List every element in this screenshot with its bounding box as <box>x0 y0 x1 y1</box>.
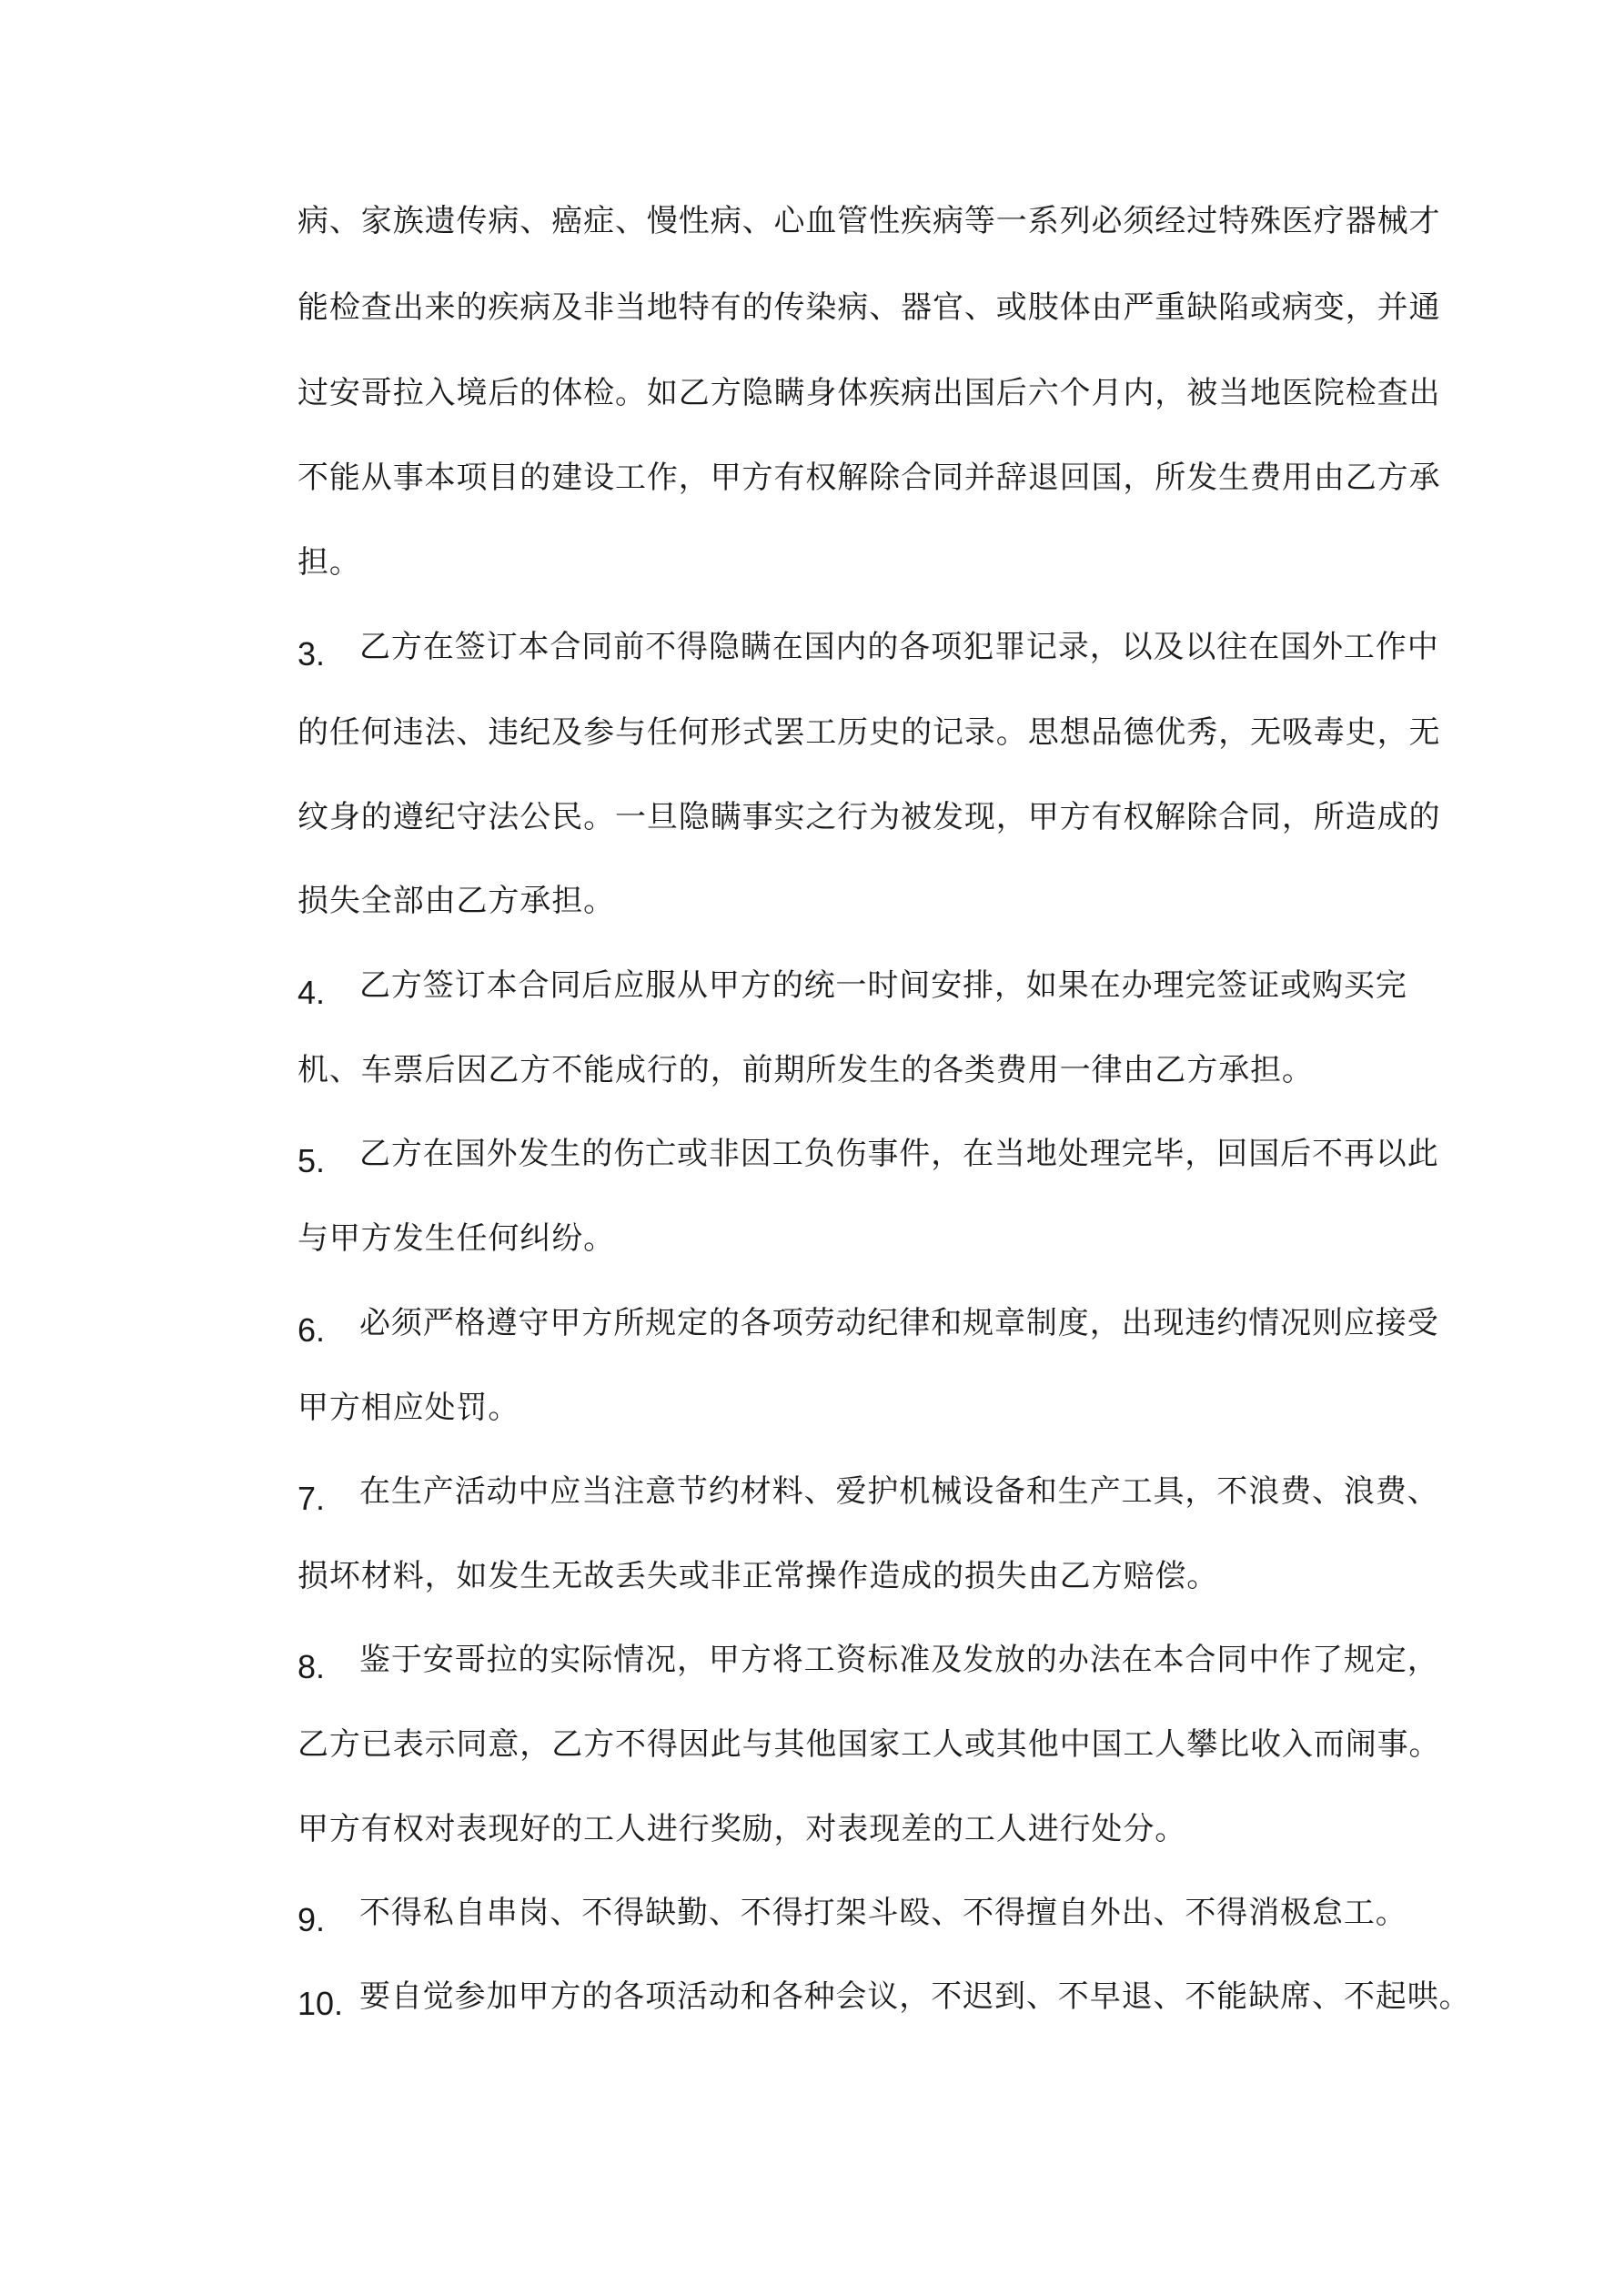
item-number: 10. <box>298 1985 344 2022</box>
item-number: 3. <box>298 635 326 673</box>
paragraph-line: 病、家族遗传病、癌症、慢性病、心血管性疾病等一系列必须经过特殊医疗器械才 <box>298 203 1441 239</box>
item-text-line: 在生产活动中应当注意节约材料、爱护机械设备和生产工具，不浪费、浪费、 <box>359 1473 1439 1510</box>
item-text-line: 甲方有权对表现好的工人进行奖励，对表现差的工人进行处分。 <box>298 1811 1187 1847</box>
item-number: 6. <box>298 1311 326 1349</box>
paragraph-line: 过安哥拉入境后的体检。如乙方隐瞒身体疾病出国后六个月内，被当地医院检查出 <box>298 375 1441 411</box>
item-text-line: 乙方签订本合同后应服从甲方的统一时间安排，如果在办理完签证或购买完 <box>359 967 1407 1004</box>
item-text-line: 损失全部由乙方承担。 <box>298 883 615 919</box>
paragraph-line: 能检查出来的疾病及非当地特有的传染病、器官、或肢体由严重缺陷或病变，并通 <box>298 289 1441 326</box>
item-text-line: 乙方已表示同意，乙方不得因此与其他国家工人或其他中国工人攀比收入而闹事。 <box>298 1726 1441 1763</box>
item-number: 9. <box>298 1901 326 1938</box>
item-text-line: 损坏材料，如发生无故丢失或非正常操作造成的损失由乙方赔偿。 <box>298 1558 1219 1594</box>
item-text-line: 不得私自串岗、不得缺勤、不得打架斗殴、不得擅自外出、不得消极怠工。 <box>359 1895 1407 1931</box>
item-text-line: 鉴于安哥拉的实际情况，甲方将工资标准及发放的办法在本合同中作了规定， <box>359 1642 1439 1678</box>
item-text-line: 要自觉参加甲方的各项活动和各种会议，不迟到、不早退、不能缺席、不起哄。 <box>359 1978 1471 2015</box>
item-text-line: 甲方相应处罚。 <box>298 1390 520 1426</box>
item-text-line: 必须严格遵守甲方所规定的各项劳动纪律和规章制度，出现违约情况则应接受 <box>359 1305 1439 1341</box>
item-text-line: 的任何违法、违纪及参与任何形式罢工历史的记录。思想品德优秀，无吸毒史，无 <box>298 714 1441 751</box>
item-text-line: 与甲方发生任何纠纷。 <box>298 1220 615 1257</box>
item-text-line: 乙方在签订本合同前不得隐瞒在国内的各项犯罪记录，以及以往在国外工作中 <box>359 629 1439 665</box>
item-text-line: 机、车票后因乙方不能成行的，前期所发生的各类费用一律由乙方承担。 <box>298 1052 1314 1088</box>
item-number: 7. <box>298 1480 326 1517</box>
item-text-line: 乙方在国外发生的伤亡或非因工负伤事件，在当地处理完毕，回国后不再以此 <box>359 1136 1439 1172</box>
item-number: 4. <box>298 974 326 1011</box>
item-number: 8. <box>298 1648 326 1685</box>
item-number: 5. <box>298 1142 326 1179</box>
paragraph-line: 担。 <box>298 544 361 581</box>
paragraph-line: 不能从事本项目的建设工作，甲方有权解除合同并辞退回国，所发生费用由乙方承 <box>298 460 1441 496</box>
item-text-line: 纹身的遵纪守法公民。一旦隐瞒事实之行为被发现，甲方有权解除合同，所造成的 <box>298 799 1441 835</box>
